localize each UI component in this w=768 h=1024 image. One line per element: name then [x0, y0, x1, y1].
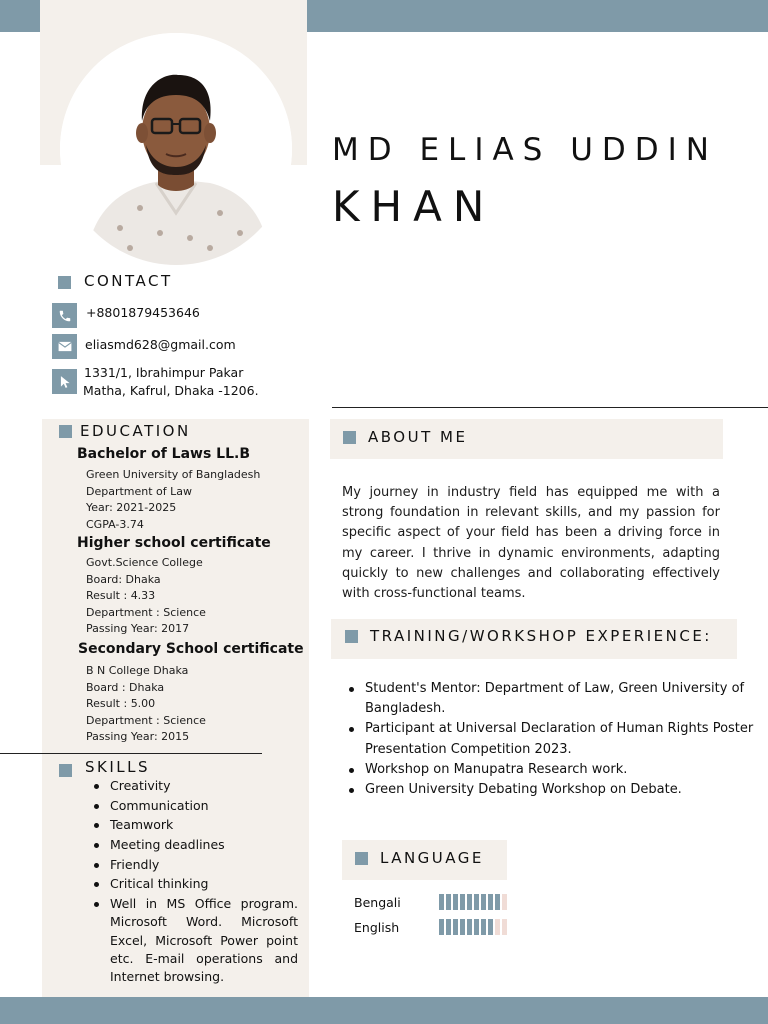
right-divider: [332, 407, 768, 408]
language-level-segment: [467, 919, 472, 935]
language-name-english: English: [354, 920, 400, 935]
left-divider: [0, 753, 262, 754]
education-line: Board : Dhaka: [86, 680, 165, 694]
name-line-1: MD ELIAS UDDIN: [332, 132, 718, 168]
skill-item: Communication: [92, 797, 298, 816]
education-details-ssc: [86, 663, 206, 746]
language-level-segment: [453, 894, 458, 910]
language-level-segment: [488, 894, 493, 910]
education-line: Department : Science: [86, 605, 206, 619]
language-level-segment: [495, 894, 500, 910]
language-level-segment: [474, 894, 479, 910]
skills-heading-marker: [59, 764, 72, 777]
skill-item: Critical thinking: [92, 875, 298, 894]
education-line: Board: Dhaka: [86, 572, 161, 586]
education-line: Department of Law: [86, 484, 193, 498]
skills-heading: SKILLS: [85, 758, 151, 776]
education-title-ssc: Secondary School certificate: [78, 641, 304, 657]
language-level-segment: [439, 919, 444, 935]
language-heading-marker: [355, 852, 368, 865]
education-line: B N College Dhaka: [86, 664, 189, 677]
language-level-segment: [481, 919, 486, 935]
language-level-bar-english: [439, 919, 507, 935]
bottom-accent-bar: [0, 997, 768, 1024]
training-item: Participant at Universal Declaration of Human Rights Poster Presentation Competition 2023.: [348, 719, 758, 759]
education-line: Result : 4.33: [86, 589, 156, 602]
language-level-bar-bengali: [439, 894, 507, 910]
skills-list: [92, 777, 298, 987]
skill-item: Meeting deadlines: [92, 836, 298, 855]
language-level-segment: [439, 894, 444, 910]
language-level-segment: [453, 919, 458, 935]
name-line-2: KHAN: [332, 182, 496, 231]
education-title-llb: Bachelor of Laws LL.B: [77, 446, 250, 462]
email-address: eliasmd628@gmail.com: [85, 337, 236, 352]
education-heading: EDUCATION: [80, 422, 191, 440]
training-list: [348, 679, 758, 800]
education-line: CGPA-3.74: [86, 517, 144, 531]
education-line: Year: 2021-2025: [86, 501, 177, 514]
education-title-hsc: Higher school certificate: [77, 535, 271, 551]
skill-item: Well in MS Office program. Microsoft Word. Microsoft Excel, Microsoft Power point etc. E-mail operations and Internet browsing.: [92, 895, 298, 986]
phone-number: +8801879453646: [86, 305, 200, 320]
email-icon: [52, 334, 77, 359]
language-level-segment: [460, 894, 465, 910]
language-level-segment: [481, 894, 486, 910]
language-level-segment: [488, 919, 493, 935]
contact-heading-marker: [58, 276, 71, 289]
phone-icon: [52, 303, 77, 328]
skill-item: Teamwork: [92, 816, 298, 835]
training-item: Green University Debating Workshop on Debate.: [348, 780, 758, 800]
education-line: Department : Science: [86, 713, 206, 727]
language-name-bengali: Bengali: [354, 895, 401, 910]
education-line: Govt.Science College: [86, 556, 203, 569]
language-level-segment: [460, 919, 465, 935]
education-heading-marker: [59, 425, 72, 438]
profile-photo: [60, 33, 292, 265]
language-level-segment: [467, 894, 472, 910]
education-details-hsc: [86, 555, 206, 638]
language-level-segment: [446, 919, 451, 935]
location-pointer-icon: [52, 369, 77, 394]
language-heading: LANGUAGE: [380, 849, 484, 867]
language-level-segment: [446, 894, 451, 910]
training-item: Student's Mentor: Department of Law, Green University of Bangladesh.: [348, 679, 758, 719]
language-level-segment: [495, 919, 500, 935]
education-line: Result : 5.00: [86, 697, 156, 710]
language-level-segment: [502, 919, 507, 935]
education-line: Passing Year: 2015: [86, 730, 190, 743]
about-paragraph: My journey in industry field has equipped me with a strong foundation in relevant skills, and my passion for specific aspect of your field has been a driving force in my career. I thrive in dynamic environments, adapting quickly to new challenges and collaborating effectively with cross-functional teams.: [342, 485, 720, 602]
training-heading-marker: [345, 630, 358, 643]
address-line-2: Matha, Kafrul, Dhaka -1206.: [83, 383, 259, 398]
language-level-segment: [502, 894, 507, 910]
education-details-llb: [86, 467, 260, 533]
education-line: Green University of Bangladesh: [86, 468, 261, 481]
training-item: Workshop on Manupatra Research work.: [348, 760, 758, 780]
contact-heading: CONTACT: [84, 272, 173, 290]
skill-item: Friendly: [92, 856, 298, 875]
language-level-segment: [474, 919, 479, 935]
about-heading: ABOUT ME: [368, 428, 468, 446]
training-heading: TRAINING/WORKSHOP EXPERIENCE:: [370, 627, 712, 645]
about-heading-marker: [343, 431, 356, 444]
skill-item: Creativity: [92, 777, 298, 796]
address-line-1: 1331/1, Ibrahimpur Pakar: [84, 365, 244, 380]
education-line: Passing Year: 2017: [86, 622, 190, 635]
